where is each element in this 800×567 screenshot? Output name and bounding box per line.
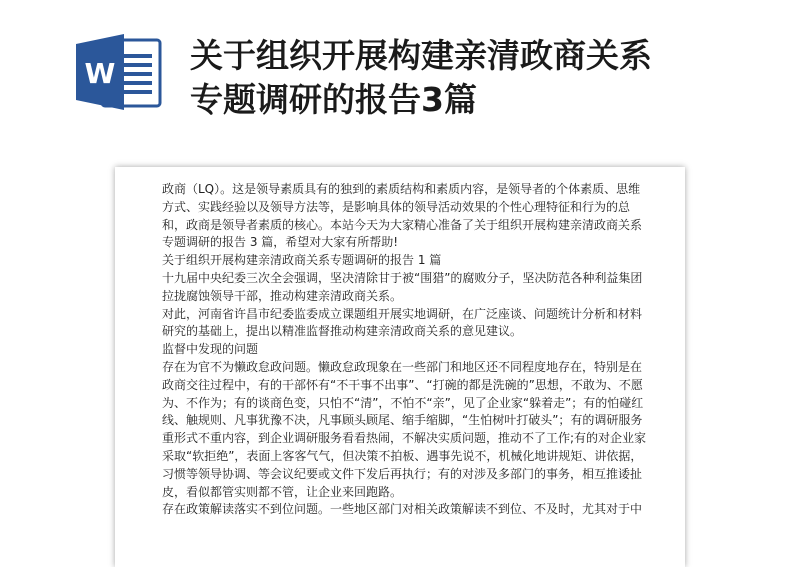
document-page — [115, 167, 685, 567]
word-icon-letter: W — [84, 57, 116, 90]
word-document-icon — [74, 30, 164, 114]
document-body — [162, 181, 652, 519]
section-title: 关于组织开展构建亲清政商关系专题调研的报告 1 篇 — [162, 253, 442, 268]
paragraph: 十九届中央纪委三次全会强调，坚决清除甘于被“围猎”的腐败分子，坚决防范各种利益集团拉拢腐蚀领导干部，推动构建亲清政商关系。 — [162, 270, 643, 303]
section-heading: 监督中发现的问题 — [162, 342, 259, 357]
document-title — [190, 34, 770, 122]
title-line-2: 专题调研的报告3篇 — [190, 80, 477, 119]
title-line-1: 关于组织开展构建亲清政商关系 — [190, 36, 652, 75]
paragraph: 对此，河南省许昌市纪委监委成立课题组开展实地调研，在广泛座谈、问题统计分析和材料研究的基础上，提出以精准监督推动构建亲清政商关系的意见建议。 — [162, 306, 643, 339]
document-header — [0, 0, 800, 160]
paragraph: 存在政策解读落实不到位问题。一些地区部门对相关政策解读不到位、不及时，尤其对于中 — [162, 502, 643, 517]
paragraph-intro: 政商（LQ）。这是领导素质具有的独到的素质结构和素质内容，是领导者的个体素质、思维方式、实践经验以及领导方法等，是影响具体的领导活动效果的个性心理特征和行为的总和，政商是领导者素质的核心。本站今天为大家精心准备了关于组织开展构建亲清政商关系专题调研的报告 3 篇，希望对大家有所帮助! — [162, 182, 643, 250]
paragraph: 存在为官不为懒政怠政问题。懒政怠政现象在一些部门和地区还不同程度地存在，特别是在政商交往过程中，有的干部怀有“不干事不出事”、“打碗的都是洗碗的”思想，不敢为、不愿为、不作为；有的谈商色变，只怕不“清”，不怕不“亲”，见了企业家“躲着走”；有的怕碰红线、触规则、凡事犹豫不决，凡事顾头顾尾、缩手缩脚，“生怕树叶打破头”；有的调研服务重形式不重内容，到企业调研服务看看热闹，不解决实质问题，推动不了工作;有的对企业家采取“软拒绝”，表面上客客气气，但决策不拍板、遇事先说不，机械化地讲规矩、讲依据，习惯等领导协调、等会议纪要或文件下发后再执行；有的对涉及多部门的事务，相互推诿扯皮，看似都管实则都不管，让企业来回跑路。 — [162, 359, 647, 499]
